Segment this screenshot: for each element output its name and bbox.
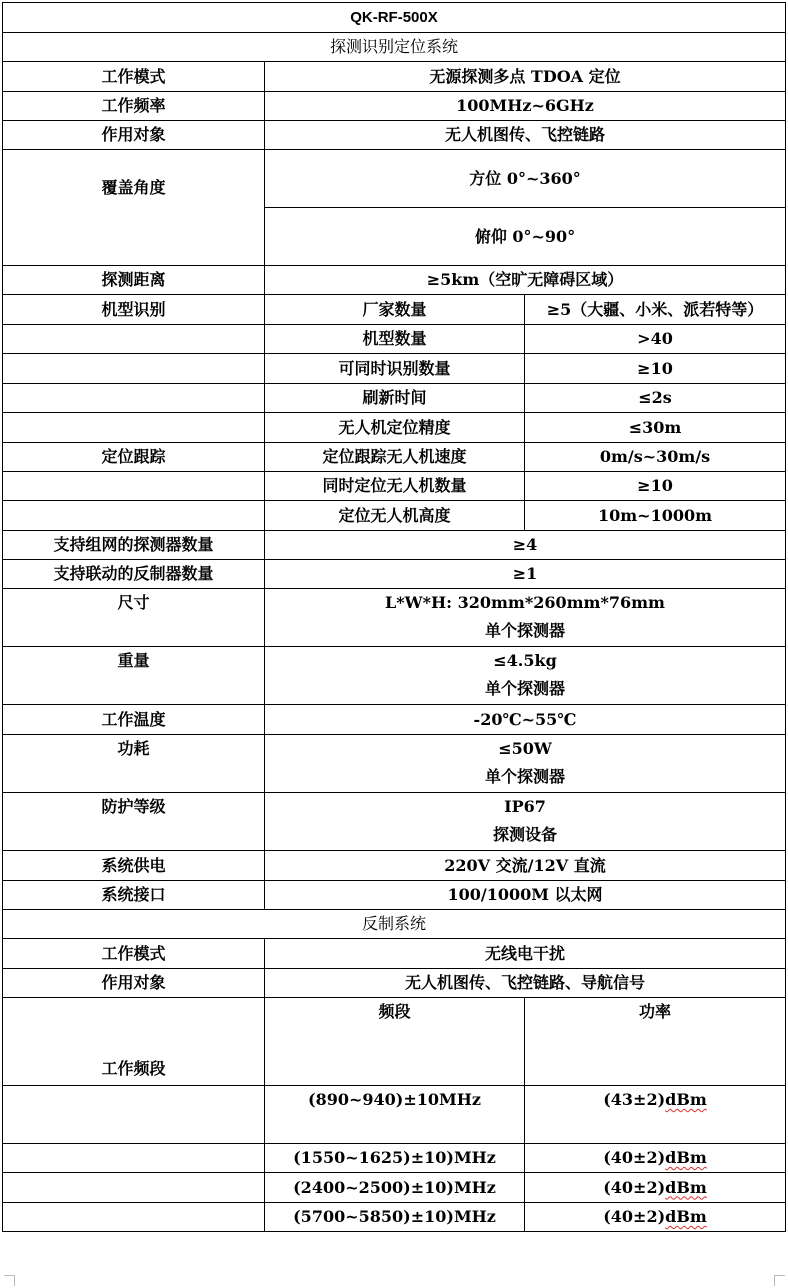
power-label: 功耗: [3, 735, 265, 793]
protection-note: 探测设备: [493, 825, 558, 844]
temperature-value: -20℃~55℃: [265, 705, 786, 735]
weight-note: 单个探测器: [485, 679, 566, 698]
band-power: [525, 1086, 786, 1144]
spec-value: ≤30m: [525, 413, 786, 443]
supply-value: 220V 交流/12V 直流: [265, 851, 786, 881]
interface-value: 100/1000M 以太网: [265, 881, 786, 910]
power-unit: dBm: [665, 1177, 707, 1197]
page-corner-mark: [4, 1275, 15, 1286]
cm-target-value: 无人机图传、飞控链路、导航信号: [265, 969, 786, 998]
empty-cell: [3, 1173, 265, 1203]
power-number: (40±2): [603, 1148, 666, 1167]
weight-label: 重量: [3, 647, 265, 705]
target-label: 作用对象: [3, 121, 265, 150]
empty-cell: [3, 501, 265, 531]
spec-value: ≥10: [525, 354, 786, 384]
tracking-label: 定位跟踪: [3, 443, 265, 472]
protection-value: IP67: [504, 797, 546, 816]
empty-cell: [3, 325, 265, 354]
range-label: 探测距离: [3, 266, 265, 295]
spec-value: 0m/s~30m/s: [525, 443, 786, 472]
target-value: 无人机图传、飞控链路: [265, 121, 786, 150]
band-value: (890~940)±10MHz: [265, 1086, 525, 1144]
cm-work-mode-value: 无线电干扰: [265, 939, 786, 969]
product-title: QK-RF-500X: [3, 3, 786, 33]
cm-work-mode-label: 工作模式: [3, 939, 265, 969]
page-corner-mark: [774, 1275, 785, 1286]
cm-target-label: 作用对象: [3, 969, 265, 998]
spec-name: 厂家数量: [265, 295, 525, 325]
empty-cell: [3, 1203, 265, 1232]
network-detectors-label: 支持组网的探测器数量: [3, 531, 265, 560]
spec-table: [2, 2, 786, 1232]
model-id-label: 机型识别: [3, 295, 265, 325]
linked-jammers-label: 支持联动的反制器数量: [3, 560, 265, 589]
work-freq-label: 工作频率: [3, 92, 265, 121]
spec-value: >40: [525, 325, 786, 354]
power-number: (40±2): [603, 1207, 666, 1226]
work-mode-label: 工作模式: [3, 62, 265, 92]
band-power: [525, 1144, 786, 1173]
spec-name: 可同时识别数量: [265, 354, 525, 384]
power-number: (43±2): [603, 1090, 666, 1109]
power-note: 单个探测器: [485, 767, 566, 786]
empty-cell: [3, 354, 265, 384]
power-column-header: 功率: [525, 998, 786, 1086]
band-value: (2400~2500)±10)MHz: [265, 1173, 525, 1203]
empty-cell: [3, 1086, 265, 1144]
work-freq-value: 100MHz~6GHz: [265, 92, 786, 121]
band-power: [525, 1203, 786, 1232]
spec-name: 定位跟踪无人机速度: [265, 443, 525, 472]
section-countermeasure: 反制系统: [3, 910, 786, 939]
power-unit: dBm: [665, 1148, 707, 1167]
spec-value: ≥10: [525, 472, 786, 501]
empty-cell: [3, 384, 265, 413]
coverage-label: 覆盖角度: [3, 150, 265, 266]
spec-value: ≤2s: [525, 384, 786, 413]
supply-label: 系统供电: [3, 851, 265, 881]
empty-cell: [3, 413, 265, 443]
size-label: 尺寸: [3, 589, 265, 647]
empty-cell: [3, 472, 265, 501]
spec-name: 刷新时间: [265, 384, 525, 413]
linked-jammers-value: ≥1: [265, 560, 786, 589]
power-number: (40±2): [603, 1177, 666, 1197]
interface-label: 系统接口: [3, 881, 265, 910]
power-unit: dBm: [665, 1090, 707, 1109]
network-detectors-value: ≥4: [265, 531, 786, 560]
spec-name: 同时定位无人机数量: [265, 472, 525, 501]
spec-value: 10m~1000m: [525, 501, 786, 531]
work-mode-value: 无源探测多点 TDOA 定位: [265, 62, 786, 92]
band-column-header: 频段: [265, 998, 525, 1086]
size-value: L*W*H: 320mm*260mm*76mm: [385, 593, 665, 612]
size-note: 单个探测器: [485, 621, 566, 640]
spec-value: ≥5（大疆、小米、派若特等）: [525, 295, 786, 325]
spec-name: 无人机定位精度: [265, 413, 525, 443]
band-power: [525, 1173, 786, 1203]
protection-label: 防护等级: [3, 793, 265, 851]
power-value: ≤50W: [498, 739, 552, 758]
band-value: (5700~5850)±10)MHz: [265, 1203, 525, 1232]
band-value: (1550~1625)±10)MHz: [265, 1144, 525, 1173]
power-unit: dBm: [665, 1207, 707, 1226]
section-detection: 探测识别定位系统: [3, 33, 786, 62]
spec-name: 机型数量: [265, 325, 525, 354]
weight-value: ≤4.5kg: [493, 651, 557, 670]
range-value: ≥5km（空旷无障碍区域）: [265, 266, 786, 295]
bands-label: 工作频段: [3, 998, 265, 1086]
coverage-elevation: 俯仰 0°~90°: [265, 208, 786, 266]
coverage-azimuth: 方位 0°~360°: [265, 150, 786, 208]
temperature-label: 工作温度: [3, 705, 265, 735]
spec-name: 定位无人机高度: [265, 501, 525, 531]
empty-cell: [3, 1144, 265, 1173]
